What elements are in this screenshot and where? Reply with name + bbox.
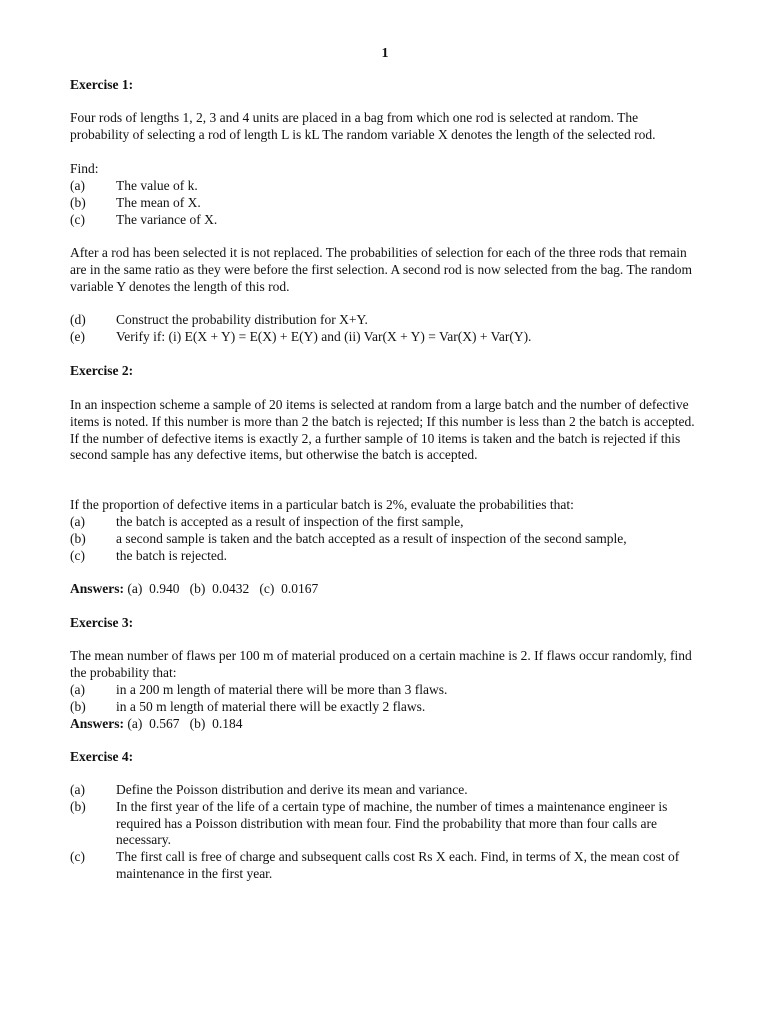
exercise-4-title (70, 749, 700, 766)
item-text: Construct the probability distribution for X+Y. (116, 312, 368, 327)
item-label: (c) (70, 211, 85, 227)
exercise-1-list (70, 178, 700, 228)
list-item (70, 531, 700, 548)
item-text: The value of k. (116, 178, 198, 193)
item-text: a second sample is taken and the batch accepted as a result of inspection of the second sample, (116, 530, 627, 546)
list-item (70, 548, 700, 565)
item-label: (a) (70, 682, 85, 697)
exercise-3-answers (70, 716, 700, 733)
list-item (70, 782, 700, 799)
item-text: Define the Poisson distribution and derive its mean and variance. (116, 782, 468, 797)
exercise-title: Exercise 2: (70, 363, 134, 378)
exercise-2-title (70, 363, 700, 380)
list-item (70, 178, 700, 195)
exercise-title: Exercise 4: (70, 749, 134, 764)
list-item (70, 312, 700, 329)
exercise-title: Exercise 3: (70, 615, 134, 630)
exercise-3-para1: The mean number of flaws per 100 m of material produced on a certain machine is 2. If flaws occur randomly, find the probability that: (70, 648, 692, 680)
exercise-2-para1: In an inspection scheme a sample of 20 items is selected at random from a large batch and the number of defective items is noted. If this number is more than 2 the batch is rejected; If this number is less than 2 the batch is accepted. If the number of defective items is exactly 2, a further sample of 10 items is taken and the batch is rejected if this second sample has any defective items, but otherwise the batch is accepted. (70, 397, 695, 463)
exercise-1-find: Find: (70, 161, 99, 176)
item-text: the batch is rejected. (116, 547, 227, 563)
list-item (70, 212, 700, 229)
answers-values: (a) 0.940 (b) 0.0432 (c) 0.0167 (127, 581, 319, 596)
item-label: (b) (70, 530, 86, 546)
exercise-3-title (70, 615, 700, 632)
item-text: the batch is accepted as a result of inspection of the first sample, (116, 514, 464, 529)
list-item (70, 195, 700, 212)
exercise-3-list (70, 682, 700, 716)
page-number: 1 (381, 46, 389, 61)
exercise-4-list (70, 782, 700, 883)
item-label: (a) (70, 514, 85, 529)
item-label: (c) (70, 849, 85, 865)
list-item (70, 682, 700, 699)
exercise-1-list2 (70, 312, 700, 346)
exercise-1-intro: Four rods of lengths 1, 2, 3 and 4 units are placed in a bag from which one rod is selected at random. The probability of selecting a rod of length L is kL The random variable X denotes the length of the selected rod. (70, 110, 656, 142)
item-label: (e) (70, 328, 85, 344)
answers-label: Answers: (70, 581, 124, 596)
item-text: The mean of X. (116, 194, 201, 210)
exercise-1-title (70, 77, 700, 94)
item-text: in a 200 m length of material there will be more than 3 flaws. (116, 682, 448, 697)
item-text: Verify if: (i) E(X + Y) = E(X) + E(Y) and (ii) Var(X + Y) = Var(X) + Var(Y). (116, 328, 532, 344)
list-item (70, 329, 700, 346)
item-label: (b) (70, 194, 86, 210)
list-item (70, 514, 700, 531)
item-label: (c) (70, 547, 85, 563)
list-item (70, 699, 700, 716)
list-item (70, 799, 700, 849)
exercise-2-list (70, 514, 700, 564)
item-text: in a 50 m length of material there will be exactly 2 flaws. (116, 698, 426, 714)
exercise-1-para2: After a rod has been selected it is not replaced. The probabilities of selection for each of the three rods that remain are in the same ratio as they were before the first selection. A second rod is now selected from the bag. The random variable Y denotes the length of this rod. (70, 245, 693, 294)
item-text: The variance of X. (116, 211, 218, 227)
item-label: (a) (70, 178, 85, 193)
item-text: In the first year of the life of a certain type of machine, the number of times a maintenance engineer is required has a Poisson distribution with mean four. Find the probability that more than four calls are necessary. (116, 798, 668, 848)
answers-label: Answers: (70, 716, 124, 731)
exercise-2-para2: If the proportion of defective items in a particular batch is 2%, evaluate the probabilities that: (70, 497, 574, 512)
exercise-title: Exercise 1: (70, 77, 134, 92)
list-item (70, 849, 700, 883)
item-label: (b) (70, 798, 86, 814)
answers-values: (a) 0.567 (b) 0.184 (127, 716, 243, 731)
item-text: The first call is free of charge and subsequent calls cost Rs X each. Find, in terms of X, the mean cost of maintenance in the first year. (116, 849, 680, 881)
item-label: (b) (70, 698, 86, 714)
item-label: (a) (70, 782, 85, 797)
exercise-2-answers (70, 581, 700, 598)
item-label: (d) (70, 312, 86, 327)
